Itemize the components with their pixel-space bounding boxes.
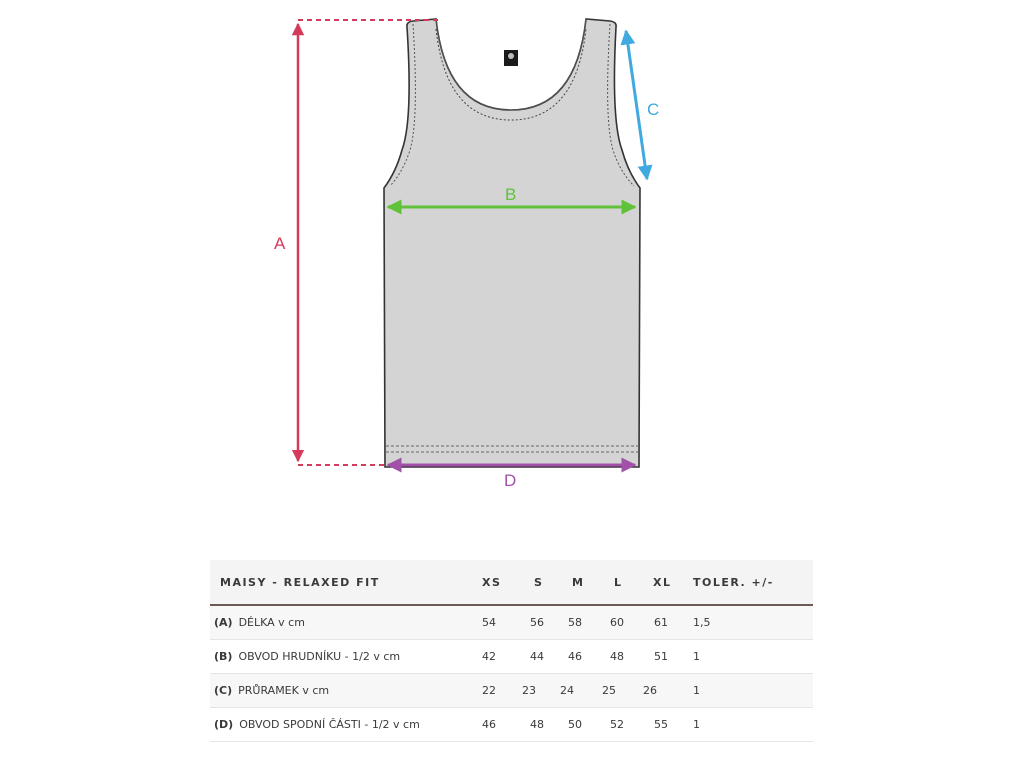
tank-top-garment (384, 19, 640, 467)
row-code: (C) (214, 684, 233, 697)
row-code: (A) (214, 616, 233, 629)
cell-tolerance: 1 (683, 640, 813, 674)
size-header-xs: XS (472, 560, 520, 605)
measurement-d (388, 465, 635, 490)
row-name: DÉLKA v cm (238, 616, 305, 629)
cell-m: 50 (560, 708, 600, 742)
cell-xs: 54 (472, 605, 520, 640)
cell-l: 60 (600, 605, 643, 640)
cell-xs: 42 (472, 640, 520, 674)
label-b: B (505, 185, 517, 204)
size-table (210, 560, 813, 742)
table-row (210, 708, 813, 742)
cell-l: 48 (600, 640, 643, 674)
label-a: A (274, 234, 286, 253)
cell-s: 23 (520, 674, 560, 708)
size-header-m: M (560, 560, 600, 605)
cell-xl: 51 (643, 640, 683, 674)
row-name: PRŮRAMEK v cm (238, 684, 330, 697)
table-row (210, 674, 813, 708)
cell-m: 58 (560, 605, 600, 640)
label-c: C (647, 100, 660, 119)
table-row (210, 605, 813, 640)
cell-s: 48 (520, 708, 560, 742)
table-header-row (210, 560, 813, 605)
measurement-c (626, 31, 659, 179)
size-header-xl: XL (643, 560, 683, 605)
row-name: OBVOD SPODNÍ ČÁSTI - 1/2 v cm (239, 718, 420, 731)
table-title: MAISY - RELAXED FIT (210, 560, 472, 605)
table-row (210, 640, 813, 674)
cell-l: 25 (600, 674, 643, 708)
cell-xs: 46 (472, 708, 520, 742)
cell-xl: 55 (643, 708, 683, 742)
row-code: (D) (214, 718, 234, 731)
size-header-s: S (520, 560, 560, 605)
tolerance-header: TOLER. +/- (683, 560, 813, 605)
cell-s: 56 (520, 605, 560, 640)
cell-xl: 26 (643, 674, 683, 708)
label-d: D (504, 471, 517, 490)
cell-tolerance: 1 (683, 674, 813, 708)
cell-l: 52 (600, 708, 643, 742)
size-header-l: L (600, 560, 643, 605)
cell-s: 44 (520, 640, 560, 674)
cell-xs: 22 (472, 674, 520, 708)
cell-xl: 61 (643, 605, 683, 640)
cell-tolerance: 1 (683, 708, 813, 742)
row-name: OBVOD HRUDNÍKU - 1/2 v cm (238, 650, 401, 663)
row-code: (B) (214, 650, 233, 663)
cell-tolerance: 1,5 (683, 605, 813, 640)
cell-m: 24 (560, 674, 600, 708)
cell-m: 46 (560, 640, 600, 674)
